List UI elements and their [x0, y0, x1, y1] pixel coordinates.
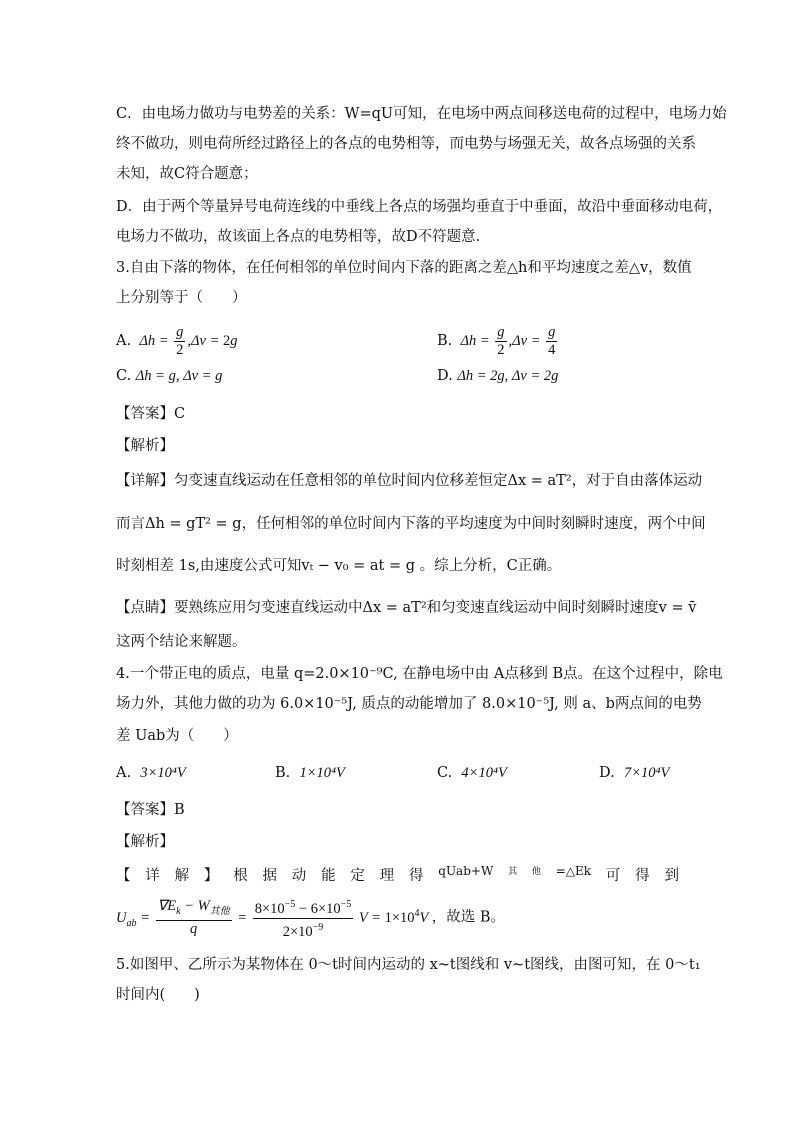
q4-detail-word: 】 [203, 868, 219, 884]
q3-option-d-formula: Δh = 2g, Δv = 2g [457, 368, 559, 384]
q3-option-d [437, 366, 558, 386]
q4-formula-tail: ，故选 B。 [431, 909, 505, 926]
q4-option-d [599, 763, 669, 783]
q4-detail-word: 动 [291, 868, 307, 884]
q4-stem-line1: 4.一个带正电的质点，电量 q=2.0×10⁻⁹C, 在静电场中由 A点移到 B点。在这个过程中，除电 [116, 666, 723, 682]
q4-detail-word: 详 [145, 868, 160, 884]
q3-tip-line1: 【点睛】要熟练应用匀变速直线运动中Δx = aT²和匀变速直线运动中间时刻瞬时速度v = v̄ [116, 600, 697, 616]
q4-option-c [437, 763, 507, 783]
q2-option-c-line3: 未知，故C符合题意； [116, 166, 258, 182]
q4-detail-word: 到 [664, 868, 679, 884]
q3-analysis-heading: 【解析】 [116, 438, 174, 454]
q3-tip-line2: 这两个结论来解题。 [116, 634, 247, 650]
q3-option-b-formula: Δh = $\frac{g}{2}$ ,Δv = $\frac{g}{4}$ [456, 324, 556, 358]
q4-detail-word: 解 [174, 868, 190, 884]
q4-option-d-label: D. [599, 765, 615, 781]
q4-option-b-label: B. [275, 765, 291, 781]
q3-stem-line2: 上分别等于（ ） [116, 290, 247, 306]
q4-option-a-label: A. [116, 765, 132, 781]
q4-detail-word: 理 [379, 868, 395, 884]
q5-stem-line1: 5.如图甲、乙所示为某物体在 0～t时间内运动的 x~t图线和 v~t图线，由图可知，在 0～t₁ [116, 957, 701, 973]
q4-answer: 【答案】B [116, 802, 185, 818]
q2-option-d-line2: 电场力不做功，故该面上各点的电势相等，故D不符题意. [116, 229, 481, 245]
q2-option-c-line2: 终不做功，则电荷所经过路径上的各点的电势相等，而电势与场强无关，故各点场强的关系 [116, 136, 696, 152]
q3-option-a-label: A. [116, 332, 132, 349]
q3-option-a-formula: Δh = $\frac{g}{2}$ ,Δv = 2g [135, 324, 238, 358]
q4-formula: $U_{ab}$ = $\frac{\nabla E_k - W_{其他}}{q}$ = $\frac{8\times 10^{-5} - 6\times 10^{-5}}{2\times 10^{-9}}$ $V = 1\times 10^4V$ [116, 910, 432, 926]
q3-stem-line1: 3.自由下落的物体，在任何相邻的单位时间内下落的距离之差△h和平均速度之差△v，数值 [116, 260, 692, 276]
q3-detail-line3: 时刻相差 1s,由速度公式可知vₜ − v₀ = at = g 。综上分析，C正确。 [116, 558, 562, 574]
q2-option-d-line1: D．由于两个等量异号电荷连线的中垂线上各点的场强均垂直于中垂面，故沿中垂面移动电荷， [116, 199, 723, 215]
q4-stem-line2: 场力外，其他力做的功为 6.0×10⁻⁵J, 质点的动能增加了 8.0×10⁻⁵J, 则 a、b两点间的电势 [116, 696, 702, 712]
q4-detail-word: 得 [635, 868, 650, 884]
q3-detail-line2: 而言Δh = gT² = g，任何相邻的单位时间内下落的平均速度为中间时刻瞬时速度，两个中间 [116, 516, 706, 532]
q4-option-b-value: 1×10⁴V [299, 765, 345, 781]
q4-option-d-value: 7×10⁴V [623, 765, 670, 781]
q4-option-a-value: 3×10⁴V [140, 765, 186, 781]
q3-option-a [116, 324, 237, 359]
q4-detail-word: 可 [605, 868, 621, 884]
q4-detail-word: 能 [321, 868, 336, 884]
q4-detail-word: 据 [262, 868, 277, 884]
q4-detail-word: 其 [508, 867, 518, 877]
q3-option-d-label: D. [437, 368, 453, 384]
q3-answer: 【答案】C [116, 406, 186, 422]
q4-detail-word: qUab+W [438, 864, 494, 878]
q4-option-a [116, 763, 186, 783]
q4-detail-word: =△Ek [555, 864, 592, 878]
q3-option-b [437, 324, 559, 359]
q3-detail-line1: 【详解】匀变速直线运动在任意相邻的单位时间内位移差恒定Δx = aT²，对于自由落体运动 [116, 473, 703, 489]
q4-option-b [275, 763, 345, 783]
q4-detail-word: 得 [408, 868, 424, 884]
q4-detail-word: 他 [531, 867, 541, 877]
q3-option-b-label: B. [437, 332, 453, 349]
q4-detail-word: 【 [116, 868, 131, 884]
q4-analysis-heading: 【解析】 [116, 834, 174, 850]
q3-option-c [116, 366, 222, 386]
q4-option-c-label: C. [437, 765, 453, 781]
q4-formula-line [116, 896, 505, 941]
q3-option-c-formula: Δh = g, Δv = g [135, 368, 223, 384]
q5-stem-line2: 时间内( ) [116, 987, 200, 1003]
q4-option-c-value: 4×10⁴V [461, 765, 507, 781]
q2-option-c-line1: C．由电场力做功与电势差的关系：W=qU可知，在电场中两点间移送电荷的过程中，电场力始 [116, 106, 727, 122]
q4-detail-line [116, 864, 679, 885]
q3-option-c-label: C. [116, 368, 132, 384]
q4-detail-word: 根 [233, 868, 248, 884]
q4-stem-line3: 差 Uab为（ ） [116, 728, 238, 744]
q4-detail-word: 定 [350, 868, 365, 884]
